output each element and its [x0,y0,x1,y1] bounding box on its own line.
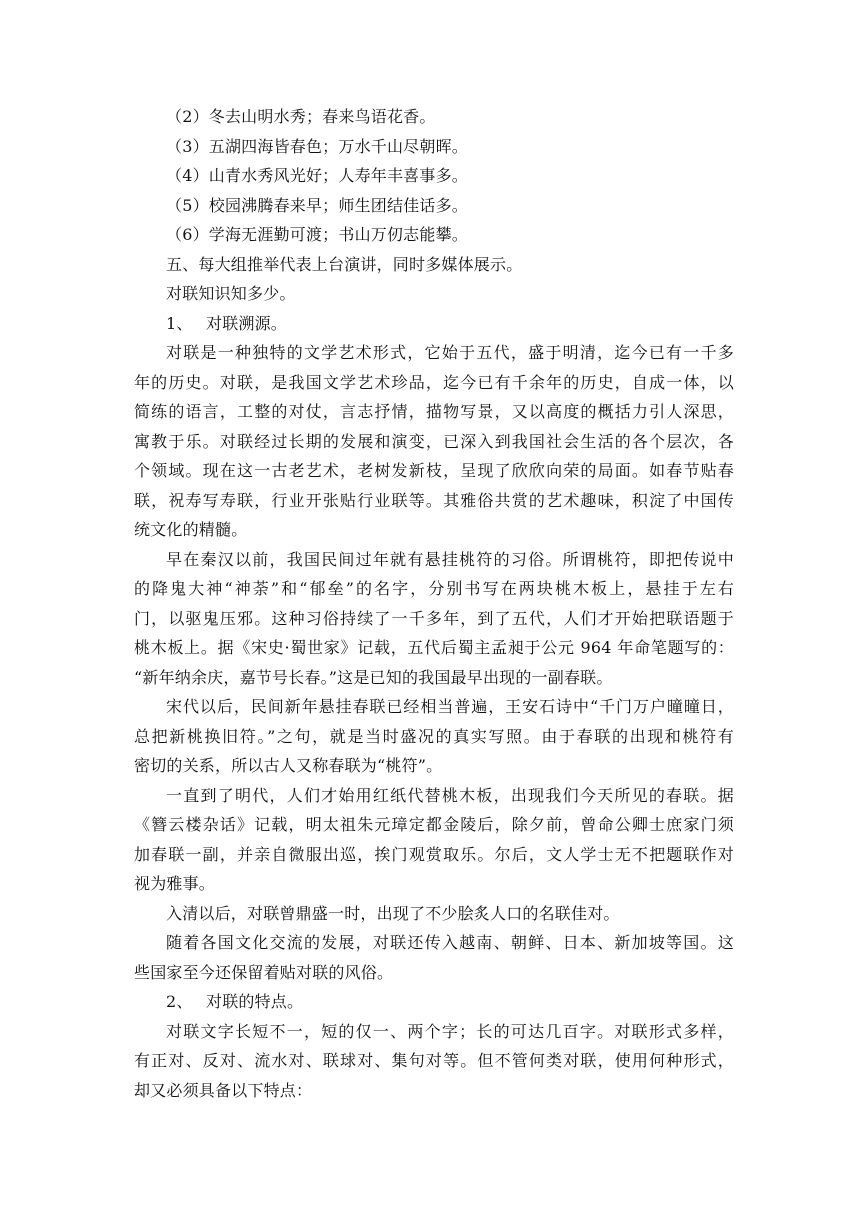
couplet-item: （5）校园沸腾春来早；师生团结佳话多。 [166,195,468,215]
section-heading-origin [134,309,734,339]
document-page [134,102,734,1105]
section-title: 对联溯源。 [206,313,288,333]
paragraph-song-dynasty [134,692,734,781]
section-heading-features [134,987,734,1017]
couplet-item: （3）五湖四海皆春色；万水千山尽朝晖。 [166,136,468,156]
paragraph-line: 早在秦汉以前，我国民间过年就有悬挂桃符的习俗。所谓桃符，即把传说中 [166,549,734,569]
paragraph-line: 对联是一种独特的文学艺术形式，它始于五代，盛于明清，迄今已有一千多 [166,343,734,362]
paragraph-line: 视为雅事。 [134,874,216,893]
section-title: 对联的特点。 [206,992,304,1011]
paragraph-line: 《簪云楼杂话》记载，明太祖朱元璋定都金陵后，除夕前，曾命公卿士庶家门须 [134,815,734,834]
paragraph-line: 的降鬼大神“神荼”和“郁垒”的名字，分别书写在两块桃木板上，悬挂于左右 [134,579,734,598]
paragraph-line: 个领域。现在这一古老艺术，老树发新枝，呈现了欣欣向荣的局面。如春节贴春 [134,461,734,480]
paragraph-line: 有正对、反对、流水对、联球对、集句对等。但不管何类对联，使用何种形式， [134,1051,734,1070]
paragraph-line: 年的历史。对联，是我国文学艺术珍品，迄今已有千余年的历史，自成一体，以 [134,372,734,392]
paragraph-line: 门，以驱鬼压邪。这种习俗持续了一千多年，到了五代，人们才开始把联语题于 [134,608,734,628]
couplet-item: （4）山青水秀风光好；人寿年丰喜事多。 [166,166,468,185]
paragraph-line: 简练的语言，工整的对仗，言志抒情，描物写景，又以高度的概括力引人深思， [134,402,734,421]
paragraph-line: 随着各国文化交流的发展，对联还传入越南、朝鲜、日本、新加坡等国。这 [166,933,734,952]
paragraph-cultural-exchange [134,928,734,987]
knowledge-heading: 对联知识知多少。 [166,284,296,303]
paragraph-line: 些国家至今还保留着贴对联的风俗。 [134,962,394,982]
paragraph-line: 加春联一副，并亲自微服出巡，挨门观赏取乐。尔后，文人学士无不把题联作对 [134,844,734,864]
paragraph-line: “新年纳余庆，嘉节号长春。”这是已知的我国最早出现的一副春联。 [134,667,613,687]
paragraph-peach-charm [134,545,734,693]
paragraph-qing-dynasty [134,899,734,929]
paragraph-line: 却又必须具备以下特点： [134,1080,313,1100]
paragraph-line: 宋代以后，民间新年悬挂春联已经相当普遍，王安石诗中“千门万户曈曈日， [166,697,734,716]
step-five: 五、每大组推举代表上台演讲，同时多媒体展示。 [166,254,523,274]
paragraph-line: 密切的关系，所以古人又称春联为“桃符”。 [134,756,443,775]
section-number: 2、 [166,992,193,1011]
paragraph-line: 联，祝寿写寿联，行业开张贴行业联等。其雅俗共赏的艺术趣味，积淀了中国传 [134,490,734,510]
paragraph-line: 总把新桃换旧符。”之句，就是当时盛况的真实写照。由于春联的出现和桃符有 [134,726,734,746]
paragraph-line: 寓教于乐。对联经过长期的发展和演变，已深入到我国社会生活的各个层次，各 [134,431,734,451]
paragraph-line: 一直到了明代，人们才始用红纸代替桃木板，出现我们今天所见的春联。据 [166,785,734,805]
couplet-item: （6）学海无涯勤可渡；书山万仞志能攀。 [166,225,468,244]
couplet-list [134,102,734,250]
paragraph-origin [134,338,734,545]
paragraph-line: 对联文字长短不一，短的仅一、两个字；长的可达几百字。对联形式多样， [166,1021,734,1041]
paragraph-line: 桃木板上。据《宋史·蜀世家》记载，五代后蜀主孟昶于公元 964 年命笔题写的： [134,638,734,657]
paragraph-line: 统文化的精髓。 [134,520,248,539]
paragraph-ming-dynasty [134,781,734,899]
paragraph-features [134,1017,734,1106]
couplet-item: （2）冬去山明水秀；春来鸟语花香。 [166,107,436,126]
paragraph-line: 入清以后，对联曾鼎盛一时，出现了不少脍炙人口的名联佳对。 [166,903,620,923]
section-number: 1、 [166,313,193,333]
